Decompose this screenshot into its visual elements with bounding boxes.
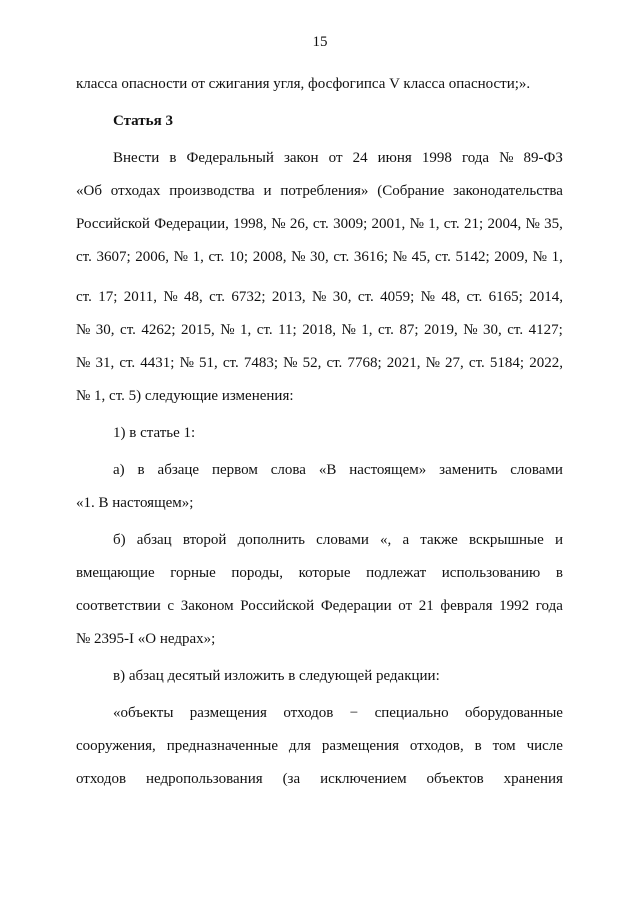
word: 4127; bbox=[528, 322, 563, 338]
word: объектов bbox=[426, 771, 484, 787]
word: года bbox=[461, 150, 490, 166]
word: словами bbox=[510, 462, 563, 478]
word: Внести bbox=[113, 150, 160, 166]
word: ст. bbox=[76, 289, 92, 305]
word: для bbox=[288, 738, 311, 754]
word: 4431; bbox=[140, 355, 175, 371]
word: 24 bbox=[352, 150, 368, 166]
word: ст. bbox=[333, 249, 350, 265]
word: заменить bbox=[439, 462, 498, 478]
word: ст. bbox=[466, 289, 483, 305]
word: абзаце bbox=[157, 462, 200, 478]
word: 30, bbox=[332, 289, 352, 305]
word: в bbox=[474, 738, 482, 754]
word: 30, bbox=[483, 322, 502, 338]
word: 2009, bbox=[494, 249, 528, 265]
word: слова bbox=[270, 462, 306, 478]
text-line bbox=[113, 461, 563, 479]
word: ст. bbox=[120, 322, 136, 338]
word: 26, bbox=[289, 216, 309, 232]
word: 2006, bbox=[135, 249, 170, 265]
word: использованию bbox=[441, 565, 541, 581]
word: № bbox=[291, 249, 306, 265]
word: № bbox=[499, 150, 514, 166]
word: законодательства bbox=[453, 183, 563, 199]
word: Российской bbox=[240, 598, 315, 614]
word: хранения bbox=[503, 771, 563, 787]
word: № bbox=[76, 322, 91, 338]
word: 5142; bbox=[455, 249, 490, 265]
word: отходов bbox=[76, 771, 127, 787]
word: № bbox=[220, 322, 235, 338]
word: ст. bbox=[312, 216, 329, 232]
word: 7483; bbox=[243, 355, 279, 371]
word: 2013, bbox=[271, 289, 306, 305]
word: № bbox=[425, 355, 440, 371]
word: ст. bbox=[507, 322, 524, 338]
word: ст. bbox=[377, 322, 394, 338]
word: специально bbox=[374, 705, 449, 721]
word: потребления» bbox=[280, 183, 369, 199]
text-line: 1) в статье 1: bbox=[113, 425, 196, 441]
word: вмещающие bbox=[76, 565, 155, 581]
word: 1, bbox=[428, 216, 440, 232]
word: ст. bbox=[443, 216, 460, 232]
text-line: в) абзац десятый изложить в следующей редакции: bbox=[113, 668, 440, 684]
word: 45, bbox=[411, 249, 431, 265]
word: ст. bbox=[119, 355, 136, 371]
word: 21 bbox=[418, 598, 434, 614]
word: (Собрание bbox=[377, 183, 445, 199]
word: закон bbox=[283, 150, 319, 166]
word: настоящем» bbox=[349, 462, 427, 478]
word: (за bbox=[282, 771, 301, 787]
word: 2022, bbox=[529, 355, 563, 371]
word: с bbox=[167, 598, 175, 614]
word: 1, bbox=[361, 322, 373, 338]
word: ст. bbox=[357, 289, 374, 305]
word: 1, bbox=[192, 249, 204, 265]
word: недропользования bbox=[146, 771, 263, 787]
word: «Об bbox=[76, 183, 102, 199]
word: № bbox=[271, 216, 286, 232]
word: 48, bbox=[184, 289, 203, 305]
word: 30, bbox=[95, 322, 115, 338]
word: «В bbox=[318, 462, 337, 478]
word: 1998 bbox=[421, 150, 452, 166]
word: ст. bbox=[256, 322, 273, 338]
word: первом bbox=[211, 462, 258, 478]
text-line bbox=[76, 564, 563, 582]
word: № bbox=[312, 289, 327, 305]
word: «, bbox=[380, 532, 392, 548]
word: Законом bbox=[180, 598, 234, 614]
text-line bbox=[113, 531, 563, 549]
word: предназначенные bbox=[166, 738, 278, 754]
text-line bbox=[76, 288, 563, 306]
word: 4262; bbox=[141, 322, 176, 338]
word: № bbox=[409, 216, 424, 232]
word: № bbox=[283, 355, 298, 371]
word: 1998, bbox=[233, 216, 267, 232]
word: ст. bbox=[222, 355, 239, 371]
word: породы, bbox=[231, 565, 283, 581]
word: 3607; bbox=[96, 249, 131, 265]
word: № bbox=[525, 216, 540, 232]
word: 2004, bbox=[487, 216, 522, 232]
word: 2011, bbox=[123, 289, 157, 305]
word: 1992 bbox=[499, 598, 530, 614]
word: 17; bbox=[98, 289, 118, 305]
word: № bbox=[163, 289, 178, 305]
word: ст. bbox=[208, 249, 225, 265]
word: том bbox=[492, 738, 516, 754]
word: дополнить bbox=[237, 532, 306, 548]
word: 27, bbox=[445, 355, 464, 371]
text-line bbox=[76, 248, 563, 266]
word: отходов, bbox=[409, 738, 464, 754]
word: 3009; bbox=[333, 216, 368, 232]
word: вскрышные bbox=[468, 532, 544, 548]
word: № bbox=[392, 249, 407, 265]
word: Федерации bbox=[320, 598, 392, 614]
word: и bbox=[263, 183, 272, 199]
word: 2018, bbox=[302, 322, 336, 338]
word: ст. bbox=[434, 249, 451, 265]
word: № bbox=[173, 249, 188, 265]
word: 30, bbox=[310, 249, 329, 265]
word: 2001, bbox=[371, 216, 406, 232]
word: № bbox=[179, 355, 194, 371]
text-line: № 2395-I «О недрах»; bbox=[76, 631, 216, 647]
word: 35, bbox=[544, 216, 563, 232]
word: 2014, bbox=[529, 289, 563, 305]
word: № bbox=[341, 322, 356, 338]
word: 1, bbox=[240, 322, 252, 338]
word: оборудованные bbox=[464, 705, 563, 721]
word: 6165; bbox=[488, 289, 523, 305]
word: исключением bbox=[320, 771, 407, 787]
word: 10; bbox=[228, 249, 249, 265]
word: а) bbox=[113, 462, 125, 478]
text-line bbox=[76, 770, 563, 788]
word: 48, bbox=[441, 289, 461, 305]
word: ст. bbox=[76, 249, 92, 265]
word: в bbox=[555, 565, 563, 581]
word: 2008, bbox=[252, 249, 287, 265]
word: от bbox=[328, 150, 343, 166]
word: № bbox=[532, 249, 547, 265]
word: сооружения, bbox=[76, 738, 156, 754]
word: от bbox=[398, 598, 413, 614]
word: 2019, bbox=[423, 322, 458, 338]
word: № bbox=[76, 355, 91, 371]
article-heading: Статья 3 bbox=[113, 113, 173, 129]
word: размещения bbox=[189, 705, 267, 721]
word: б) bbox=[113, 532, 126, 548]
text-line: № 1, ст. 5) следующие изменения: bbox=[76, 388, 294, 404]
word: горные bbox=[170, 565, 216, 581]
text-line: класса опасности от сжигания угля, фосфогипса V класса опасности;». bbox=[76, 76, 531, 92]
text-line bbox=[76, 354, 563, 372]
word: февраля bbox=[440, 598, 493, 614]
word: 2015, bbox=[181, 322, 215, 338]
word: № bbox=[463, 322, 478, 338]
word: размещения bbox=[321, 738, 399, 754]
word: 51, bbox=[199, 355, 218, 371]
word: словами bbox=[316, 532, 369, 548]
text-line bbox=[76, 215, 563, 233]
word: − bbox=[349, 705, 359, 721]
word: № bbox=[420, 289, 435, 305]
word: Федерации, bbox=[154, 216, 229, 232]
word: отходах bbox=[110, 183, 161, 199]
word: 4059; bbox=[380, 289, 415, 305]
word: 52, bbox=[302, 355, 322, 371]
word: отходов bbox=[283, 705, 334, 721]
word: соответствии bbox=[76, 598, 161, 614]
text-line bbox=[76, 597, 563, 615]
word: и bbox=[554, 532, 563, 548]
text-line bbox=[76, 321, 563, 339]
word: в bbox=[169, 150, 177, 166]
word: 7768; bbox=[347, 355, 382, 371]
word: «объекты bbox=[113, 705, 174, 721]
text-line: «1. В настоящем»; bbox=[76, 495, 194, 511]
word: 11; bbox=[278, 322, 297, 338]
word: абзац bbox=[136, 532, 172, 548]
word: которые bbox=[298, 565, 351, 581]
word: 5184; bbox=[489, 355, 525, 371]
word: ст. bbox=[468, 355, 485, 371]
text-line bbox=[113, 704, 563, 722]
word: 89-ФЗ bbox=[523, 150, 563, 166]
word: Федеральный bbox=[186, 150, 274, 166]
word: Российской bbox=[76, 216, 150, 232]
word: 31, bbox=[95, 355, 115, 371]
word: также bbox=[420, 532, 458, 548]
page-number: 15 bbox=[312, 34, 328, 50]
word: в bbox=[137, 462, 145, 478]
word: ст. bbox=[209, 289, 225, 305]
text-line bbox=[113, 149, 563, 167]
word: подлежат bbox=[366, 565, 427, 581]
word: 87; bbox=[399, 322, 419, 338]
word: производства bbox=[169, 183, 255, 199]
word: а bbox=[402, 532, 410, 548]
word: числе bbox=[526, 738, 563, 754]
word: 3616; bbox=[353, 249, 389, 265]
word: 2021, bbox=[386, 355, 421, 371]
text-line bbox=[76, 182, 563, 200]
word: 6732; bbox=[231, 289, 266, 305]
word: года bbox=[535, 598, 563, 614]
text-line bbox=[76, 737, 563, 755]
word: ст. bbox=[326, 355, 343, 371]
word: 1, bbox=[551, 249, 563, 265]
word: июня bbox=[377, 150, 412, 166]
word: 21; bbox=[463, 216, 484, 232]
word: второй bbox=[182, 532, 227, 548]
